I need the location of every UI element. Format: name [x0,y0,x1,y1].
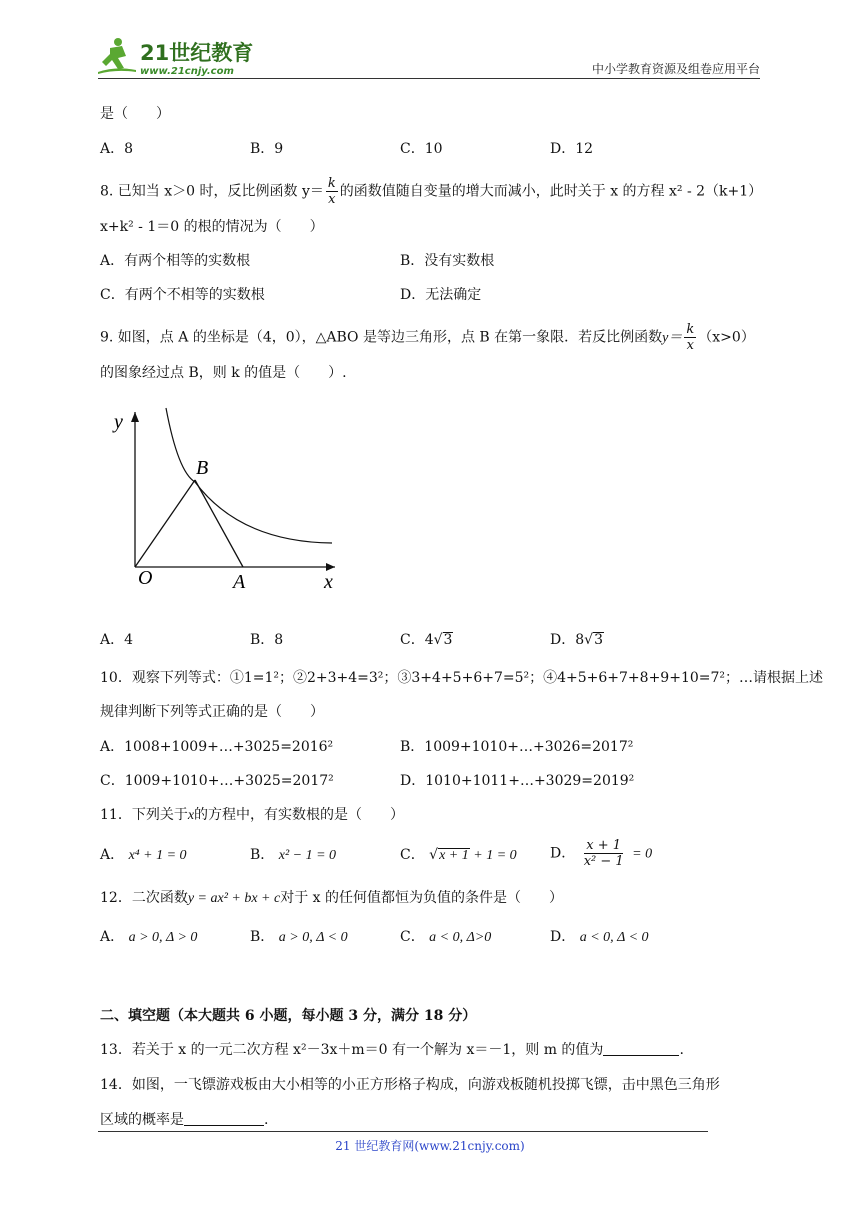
footer-text[interactable]: 21 世纪教育网(www.21cnjy.com) [335,1139,525,1153]
q9-figure [100,402,360,602]
q8-text-pre: 8. 已知当 x＞0 时，反比例函数 y＝ [100,183,324,200]
q8-option-d: D．无法确定 [400,287,482,303]
footer-divider [98,1131,708,1132]
q8-option-b: B．没有实数根 [400,253,495,269]
q9-option-c: C．4√3 [400,632,453,648]
hyperbola-curve [166,408,332,543]
q7-option-a: A．8 [100,141,134,157]
q9-option-d: D．8√3 [550,632,603,648]
q12-option-b: B． a > 0, Δ < 0 [250,929,348,945]
x-axis-arrow [326,563,335,571]
q10-option-b: B．1009+1010+…+3026=2017² [400,739,634,755]
q9-option-b: B．8 [250,632,284,648]
header-platform-text: 中小学教育资源及组卷应用平台 [591,62,760,76]
q10-option-a: A．1008+1009+…+3025=2016² [100,739,334,755]
label-b: B [196,457,209,479]
q10-line1: 10．观察下列等式：①1=1²；②2+3+4=3²；③3+4+5+6+7=5²；④4+5+6+7+8+9+10=7²；…请根据上述 [100,670,824,686]
q12-option-a: A． a > 0, Δ > 0 [100,929,198,945]
q8-option-a: A．有两个相等的实数根 [100,253,251,269]
q10-option-c: C．1009+1010+…+3025=2017² [100,773,334,789]
q8-fraction: $\frac{k}{x}$ [327,176,336,207]
y-axis-arrow [131,412,139,422]
header-divider [98,78,760,79]
q7-option-b: B．9 [250,141,284,157]
q9-text-pre: 9. 如图，点 A 的坐标是（4，0），△ABO 是等边三角形，点 B 在第一象限．若反比例函数 [100,329,663,346]
q14-blank[interactable] [184,1111,264,1126]
q9-line2: 的图象经过点 B，则 k 的值是（ ）. [100,365,347,381]
segment-ob [135,480,195,567]
q12-line1: 12．二次函数y = ax² + bx + c对于 x 的任何值都恒为负值的条件是（ ） [100,890,564,906]
q14-line2: 区域的概率是 . [100,1112,269,1128]
q8-text-post: 的函数值随自变量的增大而减小，此时关于 x 的方程 x² ‑ 2（k+1） [339,183,763,200]
q9-fraction: $\frac{k}{x}$ [686,322,695,353]
q11-option-c: C． √x + 1 + 1 = 0 [400,847,517,863]
q8-line1 [100,176,762,207]
q10-line2: 规律判断下列等式正确的是（ ） [100,704,324,720]
q11-line1: 11．下列关于x的方程中，有实数根的是（ ） [100,807,405,823]
q7-option-d: D．12 [550,141,594,157]
q9-line1 [100,322,755,353]
q7-tail: 是（ ） [100,106,170,122]
logo-url: www.21cnjy.com [140,66,234,77]
q8-option-c: C．有两个不相等的实数根 [100,287,265,303]
q9-func-y: y＝ [662,330,683,346]
q11-option-b: B． x² − 1 = 0 [250,847,337,863]
q13-blank[interactable] [603,1041,679,1056]
section2-title: 二、填空题（本大题共 6 小题，每小题 3 分，满分 18 分） [100,1008,477,1024]
q12-option-d: D． a < 0, Δ < 0 [550,929,649,945]
label-x: x [324,571,333,593]
segment-ba [195,480,243,567]
q9-text-post: （x>0） [698,329,755,346]
q11-option-d: D． $\frac{x + 1}{\text{x² − 1}}$ = 0 [550,838,653,869]
q7-option-c: C．10 [400,141,443,157]
q8-line2: x+k² ‑ 1＝0 的根的情况为（ ） [100,219,324,235]
label-y: y [114,411,123,433]
q11-option-a: A． x⁴ + 1 = 0 [100,847,187,863]
q12-option-c: C． a < 0, Δ>0 [400,929,492,945]
label-a: A [233,571,246,593]
q9-option-a: A．4 [100,632,134,648]
q14-line1: 14．如图，一飞镖游戏板由大小相等的小正方形格子构成，向游戏板随机投掷飞镖，击中黑色三角形 [100,1077,720,1093]
q13-line: 13．若关于 x 的一元二次方程 x²－3x＋m＝0 有一个解为 x＝－1，则 m 的值为 . [100,1042,684,1058]
q10-option-d: D．1010+1011+…+3029=2019² [400,773,635,789]
logo-text: 21世纪教育 [140,41,254,65]
label-o: O [138,567,153,589]
site-logo [96,34,266,78]
